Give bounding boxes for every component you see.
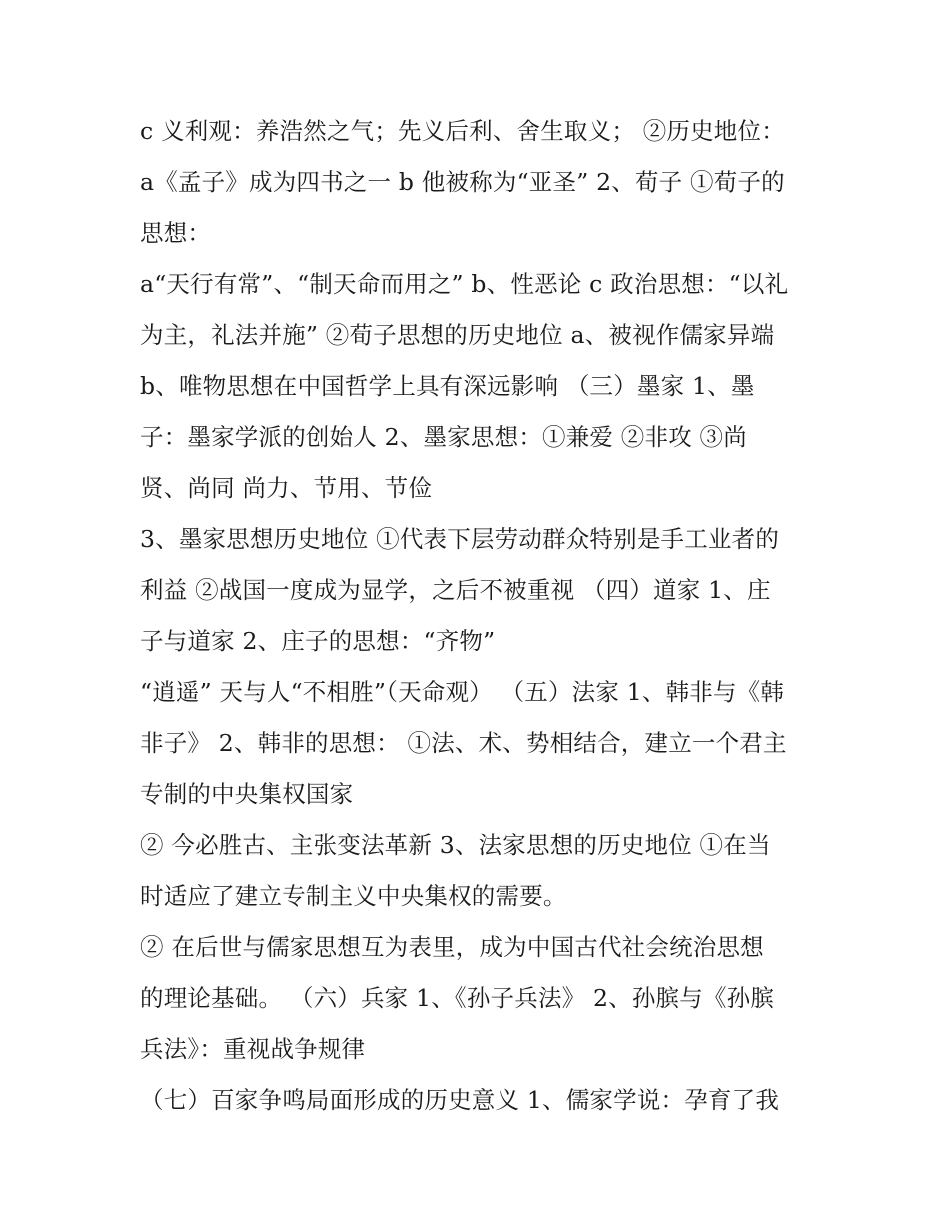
text-line: 子：墨家学派的创始人 2、墨家思想：①兼爱 ②非攻 ③尚: [140, 423, 747, 451]
text-line: “逍遥” 天与人“不相胜”（天命观） （五）法家 1、韩非与《韩: [140, 678, 785, 706]
body-text: [140, 106, 830, 1126]
text-line: 为主，礼法并施” ②荀子思想的历史地位 a、被视作儒家异端: [140, 321, 775, 349]
text-line: ② 今必胜古、主张变法革新 3、法家思想的历史地位 ①在当: [140, 831, 771, 859]
text-line: 非子》 2、韩非的思想： ①法、术、势相结合，建立一个君主: [140, 729, 787, 757]
text-line: ② 在后世与儒家思想互为表里，成为中国古代社会统治思想: [140, 933, 764, 961]
text-line: c 义利观：养浩然之气；先义后利、舍生取义； ②历史地位：: [140, 117, 785, 145]
text-line: 子与道家 2、庄子的思想：“齐物”: [140, 627, 496, 655]
text-line: 专制的中央集权国家: [140, 780, 354, 808]
text-line: a“天行有常”、“制天命而用之” b、性恶论 c 政治思想：“以礼: [140, 270, 789, 298]
text-line: 利益 ②战国一度成为显学，之后不被重视 （四）道家 1、庄: [140, 576, 771, 604]
text-line: a《孟子》成为四书之一 b 他被称为“亚圣” 2、荀子 ①荀子的: [140, 168, 785, 196]
text-line: 时适应了建立专制主义中央集权的需要。: [140, 882, 567, 910]
text-line: 思想：: [140, 219, 212, 247]
text-line: 3、墨家思想历史地位 ①代表下层劳动群众特别是手工业者的: [140, 525, 780, 553]
text-line: （七）百家争鸣局面形成的历史意义 1、儒家学说：孕育了我: [140, 1086, 780, 1114]
text-line: b、唯物思想在中国哲学上具有深远影响 （三）墨家 1、墨: [140, 372, 755, 400]
text-line: 的理论基础。 （六）兵家 1、《孙子兵法》 2、孙膑与《孙膑: [140, 984, 775, 1012]
text-line: 兵法》：重视战争规律: [140, 1035, 366, 1063]
text-line: 贤、尚同 尚力、节用、节俭: [140, 474, 433, 502]
